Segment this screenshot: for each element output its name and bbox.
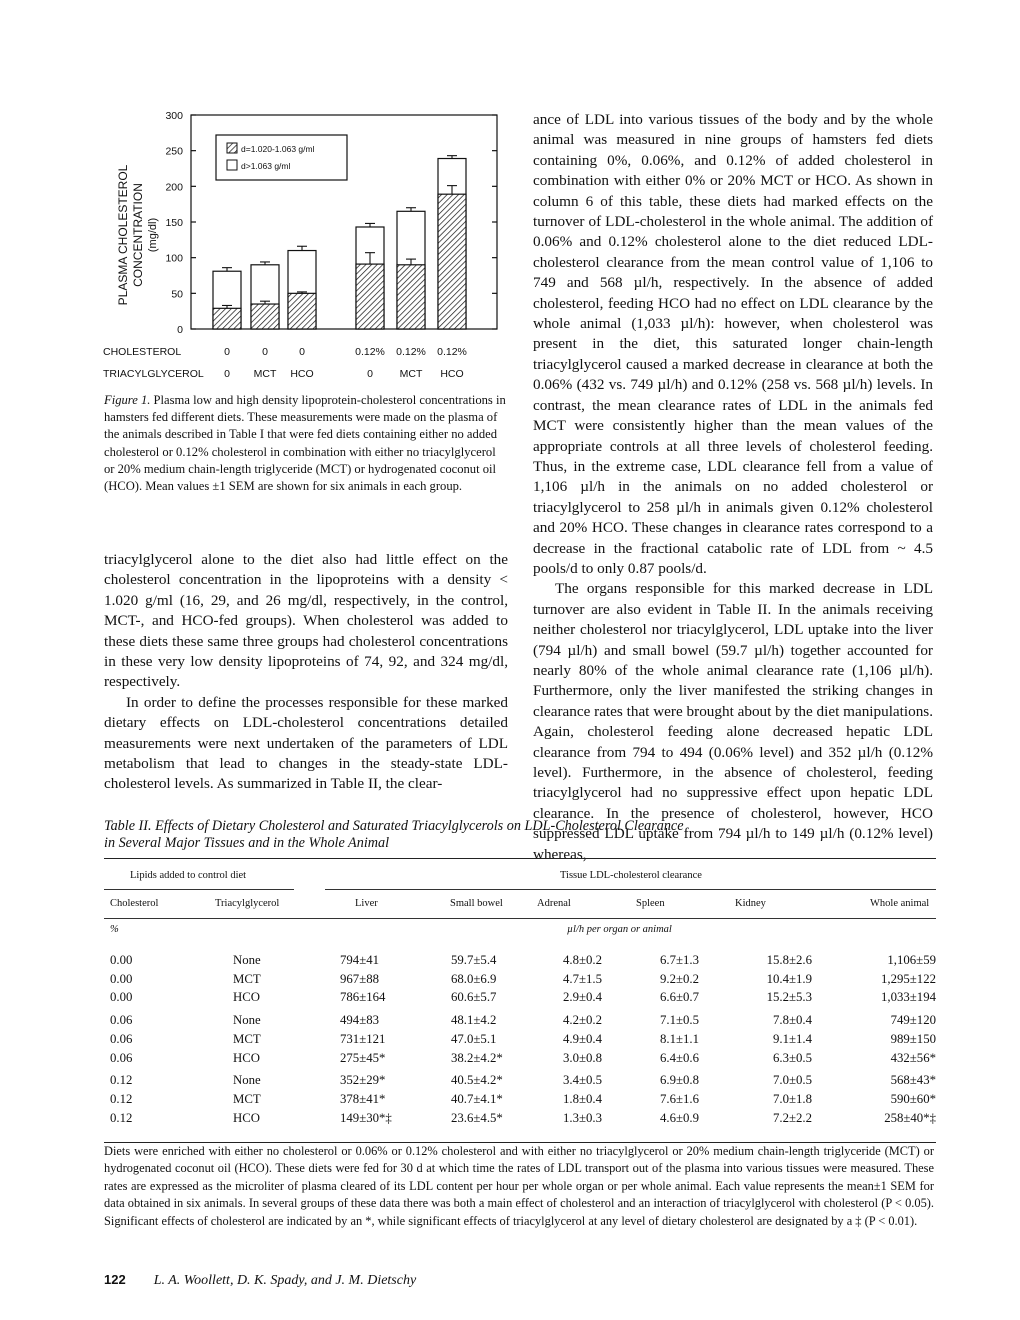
column-header-cholesterol: Cholesterol — [110, 898, 159, 909]
category-label-cholesterol: 0.12% — [355, 346, 385, 358]
table-cell: 794±41 — [340, 953, 380, 967]
unit-clearance: µl/h per organ or animal — [567, 924, 672, 935]
column-header-liver: Liver — [355, 898, 378, 909]
legend-swatch-open — [227, 160, 237, 170]
table-cell: 590±60* — [890, 1091, 936, 1106]
table-cell: 38.2±4.2* — [451, 1050, 503, 1065]
category-label-cholesterol: 0 — [224, 346, 230, 358]
column-header-kidney: Kidney — [735, 898, 766, 909]
group-header-lipids: Lipids added to control diet — [130, 870, 247, 881]
y-axis-label-line3: (mg/dl) — [147, 217, 159, 253]
footer-authors: L. A. Woollett, D. K. Spady, and J. M. Dietschy — [153, 1273, 417, 1288]
left-paragraph-1: triacylglycerol alone to the diet also had little effect on the cholesterol concentration in the lipoproteins with a density < 1.020 g/ml (16, 29, and 26 mg/dl, respectively, in the control, MCT-, and HCO-fed groups). When cholesterol was added to these diets these same three groups had cholesterol concentrations in these very low density lipoproteins of 74, 92, and 324 mg/dl, respectively. — [104, 551, 508, 691]
table-cell: 749±120 — [890, 1013, 936, 1028]
table-cell: 149±30*‡ — [340, 1110, 392, 1125]
table-cell: 0.06 — [110, 1031, 133, 1046]
row-label-triacylglycerol: TRIACYLGLYCEROL — [103, 368, 204, 380]
table-cell: 494±83 — [340, 1013, 380, 1028]
table-cell: 15.2±5.3 — [766, 990, 812, 1005]
page-number: 122 — [104, 1272, 126, 1287]
table-cell: 48.1±4.2 — [451, 1013, 497, 1028]
category-label-triacylglycerol: MCT — [399, 368, 423, 380]
table-cell: 989±150 — [890, 1031, 936, 1046]
table-cell: 786±164 — [340, 990, 386, 1005]
table-cell: 40.7±4.1* — [451, 1091, 503, 1106]
table-cell: MCT — [233, 1091, 261, 1106]
table-cell: 68.0±6.9 — [451, 971, 497, 986]
table-cell: 568±43* — [890, 1073, 936, 1088]
table-cell: 8.1±1.1 — [660, 1031, 700, 1046]
table-cell: 1,295±122 — [880, 971, 936, 986]
legend — [216, 135, 347, 180]
table-cell: 7.1±0.5 — [660, 1013, 700, 1028]
table-cell: 731±121 — [340, 1031, 386, 1046]
table-cell: 7.8±0.4 — [772, 1013, 812, 1028]
column-header-triacylglycerol: Triacylglycerol — [215, 898, 280, 909]
table-cell: 40.5±4.2* — [451, 1073, 503, 1088]
table-cell: 0.12 — [110, 1091, 133, 1106]
table-cell: None — [233, 1073, 261, 1088]
table-cell: 4.6±0.9 — [660, 1110, 700, 1125]
table-cell: 0.06 — [110, 1050, 133, 1065]
table-cell: 0.12 — [110, 1110, 133, 1125]
y-tick-label: 200 — [165, 181, 183, 194]
table-cell: 258±40*‡ — [884, 1110, 936, 1125]
table-cell: 1.3±0.3 — [563, 1110, 603, 1125]
column-header-small-bowel: Small bowel — [450, 898, 503, 909]
table-cell: 352±29* — [340, 1073, 386, 1088]
category-label-triacylglycerol: HCO — [440, 368, 464, 380]
legend-label-ldl: d=1.020-1.063 g/ml — [241, 144, 315, 154]
category-label-cholesterol: 0 — [262, 346, 268, 358]
table-cell: 7.0±1.8 — [772, 1091, 812, 1106]
bar-ldl-segment — [213, 308, 241, 329]
table-cell: 9.1±1.4 — [772, 1031, 812, 1046]
bar-ldl-segment — [288, 293, 316, 329]
column-header-spleen: Spleen — [636, 898, 665, 909]
table-cell: 7.2±2.2 — [772, 1110, 812, 1125]
table-cell: 3.4±0.5 — [563, 1073, 603, 1088]
legend-swatch-hatched — [227, 143, 237, 153]
figure-caption-label: Figure 1. — [104, 393, 151, 407]
y-axis-label-line2: CONCENTRATION — [131, 183, 145, 287]
table-cell: 4.7±1.5 — [563, 971, 603, 986]
table-cell: 1.8±0.4 — [563, 1091, 603, 1106]
table-cell: None — [233, 953, 261, 967]
right-paragraph-1: ance of LDL into various tissues of the body and by the whole animal was measured in nine groups of hamsters fed diets containing 0%, 0.06%, and 0.12% of added cholesterol in combination with either 0% or 20% MCT or HCO. As shown in column 6 of this table, these diets had marked effects on the turnover of LDL-cholesterol in the whole animal. The addition of 0.06% and 0.12% cholesterol alone to the diet reduced LDL-cholesterol clearance from the mean control value of 1,106 to 749 and 568 µl/h, respectively. In the absence of added cholesterol, feeding HCO had no effect on LDL clearance by the whole animal (1,033 µl/h): however, when cholesterol was present in the diet, this saturated longer chain-length triacylglycerol caused a marked decrease in clearance at both the 0.06% (432 vs. 749 µl/h) and 0.12% (258 vs. 568 µl/h) levels. In contrast, the mean clearance rates of LDL in the animals fed MCT were consistently higher than the mean values of the appropriate controls at all three levels of cholesterol feeding. Thus, in the extreme case, LDL clearance fell from a value of 1,106 µl/h in the animals on no added cholesterol or triacylglycerol to 258 µl/h in animals given 0.12% cholesterol and 20% HCO. These changes in clearance rates correspond to a decrease in the fractional catabolic rate of LDL from ~ 4.5 pools/d to only 0.87 pools/d. — [533, 111, 933, 577]
y-tick-label: 50 — [171, 288, 183, 301]
table-cell: 60.6±5.7 — [451, 990, 497, 1005]
table-cell: 0.00 — [110, 953, 133, 967]
table-cell: 9.2±0.2 — [660, 971, 700, 986]
group-rule-left — [104, 889, 294, 890]
page-footer — [104, 1271, 416, 1289]
table-cell: 15.8±2.6 — [766, 953, 812, 967]
category-label-cholesterol: 0.12% — [396, 346, 426, 358]
table-cell: 4.8±0.2 — [563, 953, 603, 967]
left-column-text — [104, 550, 508, 795]
group-rule-right — [325, 889, 936, 890]
category-label-triacylglycerol: 0 — [224, 368, 230, 380]
y-tick-label: 300 — [165, 110, 183, 122]
category-label-cholesterol: 0 — [299, 346, 305, 358]
legend-label-hdl: d>1.063 g/ml — [241, 161, 291, 171]
table-cell: HCO — [233, 990, 261, 1005]
category-label-triacylglycerol: MCT — [253, 368, 277, 380]
bar-ldl-segment — [251, 304, 279, 329]
column-header-adrenal: Adrenal — [537, 898, 571, 909]
table-cell: 0.06 — [110, 1013, 133, 1028]
table-cell: MCT — [233, 1031, 261, 1046]
table-top-rule — [104, 858, 936, 859]
header-bottom-rule — [104, 918, 936, 919]
table-cell: 6.9±0.8 — [660, 1073, 700, 1088]
table-cell: 10.4±1.9 — [766, 971, 812, 986]
unit-percent: % — [110, 924, 119, 935]
category-label-triacylglycerol: HCO — [290, 368, 314, 380]
y-tick-label: 250 — [165, 145, 183, 158]
table-cell: 378±41* — [340, 1091, 386, 1106]
category-label-triacylglycerol: 0 — [367, 368, 373, 380]
table-cell: 6.4±0.6 — [660, 1050, 700, 1065]
table-title-line1: Table II. Effects of Dietary Cholesterol and Saturated Triacylglycerols on LDL-Cholesterol Clearance — [104, 818, 684, 834]
right-column-text — [533, 110, 933, 865]
table-cell: None — [233, 1013, 261, 1028]
table-cell: 2.9±0.4 — [563, 990, 603, 1005]
table-cell: 0.00 — [110, 990, 133, 1005]
table-cell: 47.0±5.1 — [451, 1031, 497, 1046]
table-cell: 1,033±194 — [880, 990, 936, 1005]
figure-caption-text: Plasma low and high density lipoprotein-cholesterol concentrations in hamsters fed different diets. These measurements were made on the plasma of the animals described in Table I that were fed diets containing either no added cholesterol or 0.12% cholesterol in combination with either no triacylglycerol or 20% medium chain-length triglyceride (MCT) or hydrogenated coconut oil (HCO). Mean values ±1 SEM are shown for six animals in each group. — [104, 393, 506, 494]
table-footnote: Diets were enriched with either no cholesterol or 0.06% or 0.12% cholesterol and with either no triacylglycerol or 20% medium chain-length triglyceride (MCT) or hydrogenated coconut oil (HCO). These diets were fed for 30 d at which time the rates of LDL transport out of the plasma into various tissues were measured. These rates are expressed as the microliter of plasma cleared of its LDL content per hour per whole organ or per whole animal. Each value represents the mean±1 SEM for data obtained in six animals. In several groups of these data there was both a main effect of cholesterol and an interaction of triacylglycerol with cholesterol (P < 0.05). Significant effects of cholesterol are indicated by an *, while significant effects of triacylglycerol at any level of dietary cholesterol are designated by a ‡ (P < 0.01). — [104, 1144, 934, 1228]
table-cell: 1,106±59 — [887, 953, 936, 967]
bar-ldl-segment — [438, 194, 466, 329]
table-cell: 7.6±1.6 — [660, 1091, 700, 1106]
left-paragraph-2: In order to define the processes responsible for these marked dietary effects on LDL-cholesterol concentrations detailed measurements were next undertaken of the parameters of LDL metabolism that lead to changes in the steady-state LDL-cholesterol levels. As summarized in Table II, the clear- — [104, 693, 508, 793]
bar-ldl-segment — [356, 264, 384, 329]
table-cell: 432±56* — [890, 1050, 936, 1065]
table-cell: HCO — [233, 1110, 261, 1125]
right-paragraph-2: The organs responsible for this marked decrease in LDL turnover are also evident in Table II. In the animals receiving neither cholesterol nor triacylglycerol, LDL uptake into the liver (794 µl/h) and small bowel (59.7 µl/h) together accounted for nearly 80% of the whole animal clearance rate (1,106 µl/h). Furthermore, only the liver manifested the striking changes in clearance rates that were brought about by the diet manipulations. Again, cholesterol feeding alone decreased hepatic LDL clearance from 794 to 494 (0.06% level) and 352 µl/h (0.12% level). Furthermore, in the absence of cholesterol, feeding triacylglycerol had no suppressive effect upon hepatic LDL clearance. In the presence of cholesterol, however, HCO suppressed LDL uptake from 794 µl/h to 149 µl/h (0.12% level) whereas, — [533, 580, 933, 863]
y-tick-label: 100 — [165, 252, 183, 265]
y-tick-label: 0 — [177, 324, 183, 336]
table-cell: 6.7±1.3 — [660, 953, 700, 967]
table-cell: 967±88 — [340, 971, 380, 986]
table-cell: 7.0±0.5 — [772, 1073, 812, 1088]
table-cell: 59.7±5.4 — [451, 953, 497, 967]
table-cell: 0.00 — [110, 971, 133, 986]
table-cell: 0.12 — [110, 1073, 133, 1088]
table-cell: 275±45* — [340, 1050, 386, 1065]
figure-1-chart — [100, 100, 520, 385]
y-tick-label: 150 — [165, 217, 183, 229]
table-cell: 4.2±0.2 — [563, 1013, 603, 1028]
column-header-whole-animal: Whole animal — [870, 898, 930, 909]
table-title — [104, 818, 934, 852]
table-cell: MCT — [233, 971, 261, 986]
figure-caption — [104, 392, 508, 495]
row-label-cholesterol: CHOLESTEROL — [103, 346, 182, 358]
category-label-cholesterol: 0.12% — [437, 346, 467, 358]
table-cell: HCO — [233, 1050, 261, 1065]
table-cell: 23.6±4.5* — [451, 1110, 503, 1125]
bar-ldl-segment — [397, 265, 425, 329]
group-header-clearance: Tissue LDL-cholesterol clearance — [560, 870, 702, 881]
table-cell: 6.3±0.5 — [772, 1050, 812, 1065]
y-axis-label-line1: PLASMA CHOLESTEROL — [116, 164, 130, 306]
table-cell: 3.0±0.8 — [563, 1050, 603, 1065]
table-cell: 6.6±0.7 — [660, 990, 700, 1005]
table-cell: 4.9±0.4 — [563, 1031, 603, 1046]
table-title-line2: in Several Major Tissues and in the Whole Animal — [104, 835, 390, 851]
